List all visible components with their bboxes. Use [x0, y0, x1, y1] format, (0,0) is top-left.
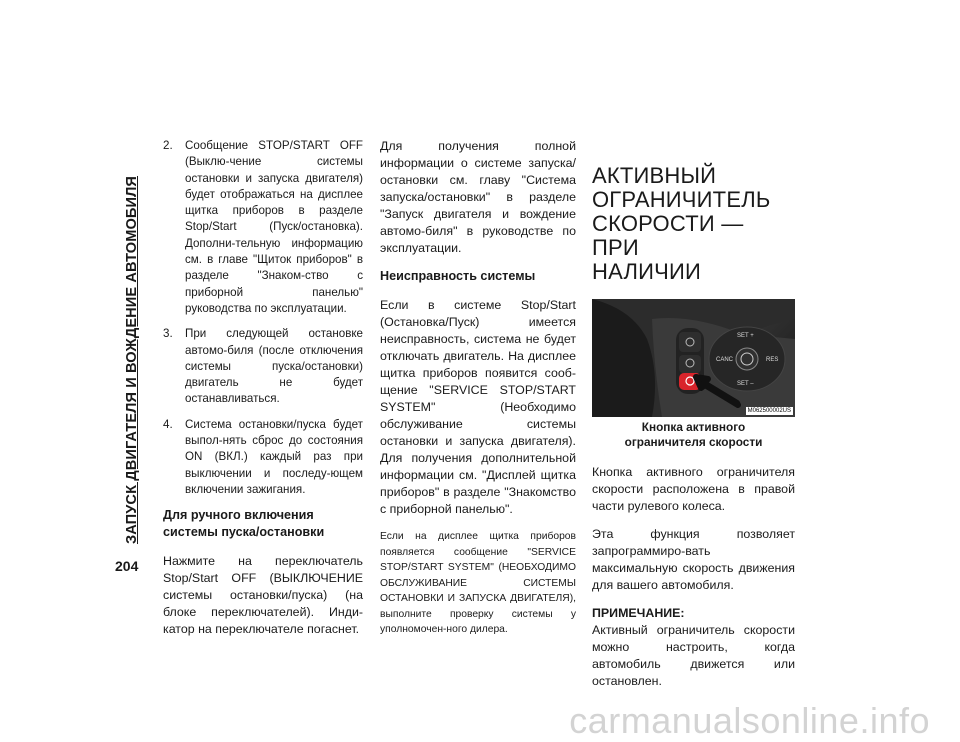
note-text: Активный ограничитель скорости можно настроить, когда автомобиль движется или остановлен.: [592, 623, 795, 688]
list-item-text: Сообщение STOP/START OFF (Выклю-чение системы остановки и запуска двигателя) будет отображаться на дисплее щитка приборов в разделе Stop/Start (Пуск/остановка). Дополни-тельную информацию см. в главе "Щиток приборов" в разделе "Знаком-ство с приборной панелью" руководства по эксплуатации.: [185, 139, 363, 315]
column-left: [163, 138, 363, 649]
watermark: carmanualsonline.info: [569, 700, 930, 741]
paragraph: Для получения полной информации о системе запуска/остановки см. главу "Система запуска/остановки" в разделе "Запуск двигателя и вождение автомо-биля" в руководстве по эксплуатации.: [380, 139, 576, 255]
list-item: [163, 417, 363, 498]
column-right: [592, 138, 795, 701]
section-heading-manual-enable: Для ручного включения системы пуска/остановки: [163, 508, 325, 540]
title-line: АКТИВНЫЙ: [592, 163, 717, 188]
steering-wheel-illustration: [592, 299, 795, 417]
list-item-number: 3.: [163, 327, 173, 341]
section-heading-malfunction: Неисправность системы: [380, 269, 536, 283]
res-label: RES: [766, 357, 779, 363]
paragraph: Нажмите на переключатель Stop/Start OFF (ВЫКЛЮЧЕНИЕ системы остановки/пуска) (на блоке переключателей). Инди-катор на переключателе погаснет.: [163, 554, 363, 637]
paragraph: Если в системе Stop/Start (Остановка/Пуск) имеется неисправность, система не будет отключать двигатель. На дисплее щитка приборов появится сооб-щение "SERVICE STOP/START SYSTEM" (Необходимо обслуживание системы остановки и запуска двигателя). Для получения дополнительной информации см. "Дисплей щитка приборов" в разделе "Знакомство с приборной панелью".: [380, 298, 576, 516]
paragraph-small: Если на дисплее щитка приборов появляется сообщение "SERVICE STOP/START SYSTEM" (НЕОБХОДИМО ОБСЛУЖИВАНИЕ СИСТЕМЫ ОСТАНОВКИ И ЗАПУСКА ДВИГАТЕЛЯ), выполните проверку системы у уполномочен-ного дилера.: [380, 531, 576, 635]
note-label: ПРИМЕЧАНИЕ:: [592, 606, 685, 620]
title-line: ОГРАНИЧИТЕЛЬ: [592, 187, 771, 212]
chapter-title: ЗАПУСК ДВИГАТЕЛЯ И ВОЖДЕНИЕ АВТОМОБИЛЯ: [124, 175, 140, 545]
paragraph: Кнопка активного ограничителя скорости расположена в правой части рулевого колеса.: [592, 465, 795, 513]
section-title: [592, 164, 795, 284]
image-code: M062500002US: [747, 408, 791, 414]
chapter-side-tab: [112, 160, 152, 560]
list-item: [163, 326, 363, 407]
list-item-text: При следующей остановке автомо-биля (после отключения системы пуска/остановки) двигатель не будет останавливаться.: [185, 327, 363, 406]
page-number: 204: [115, 558, 139, 574]
paragraph: Эта функция позволяет запрограммиро-вать максимальную скорость движения для вашего автомобиля.: [592, 527, 795, 592]
canc-label: CANC: [716, 357, 734, 363]
list-item-number: 4.: [163, 417, 173, 431]
list-item-text: Система остановки/пуска будет выпол-нять сброс до состояния ON (ВКЛ.) каждый раз при выключении и последу-ющем включении зажигания.: [185, 417, 363, 496]
set-plus-label: SET +: [737, 333, 754, 339]
photo-caption: Кнопка активного ограничителя скорости: [624, 420, 763, 449]
list-item: [163, 138, 363, 317]
set-minus-label: SET –: [737, 381, 754, 387]
column-middle: [380, 138, 576, 638]
title-line: НАЛИЧИИ: [592, 259, 701, 284]
list-item-number: 2.: [163, 139, 173, 152]
title-line: СКОРОСТИ — ПРИ: [592, 211, 744, 260]
steering-wheel-photo: [592, 299, 795, 417]
